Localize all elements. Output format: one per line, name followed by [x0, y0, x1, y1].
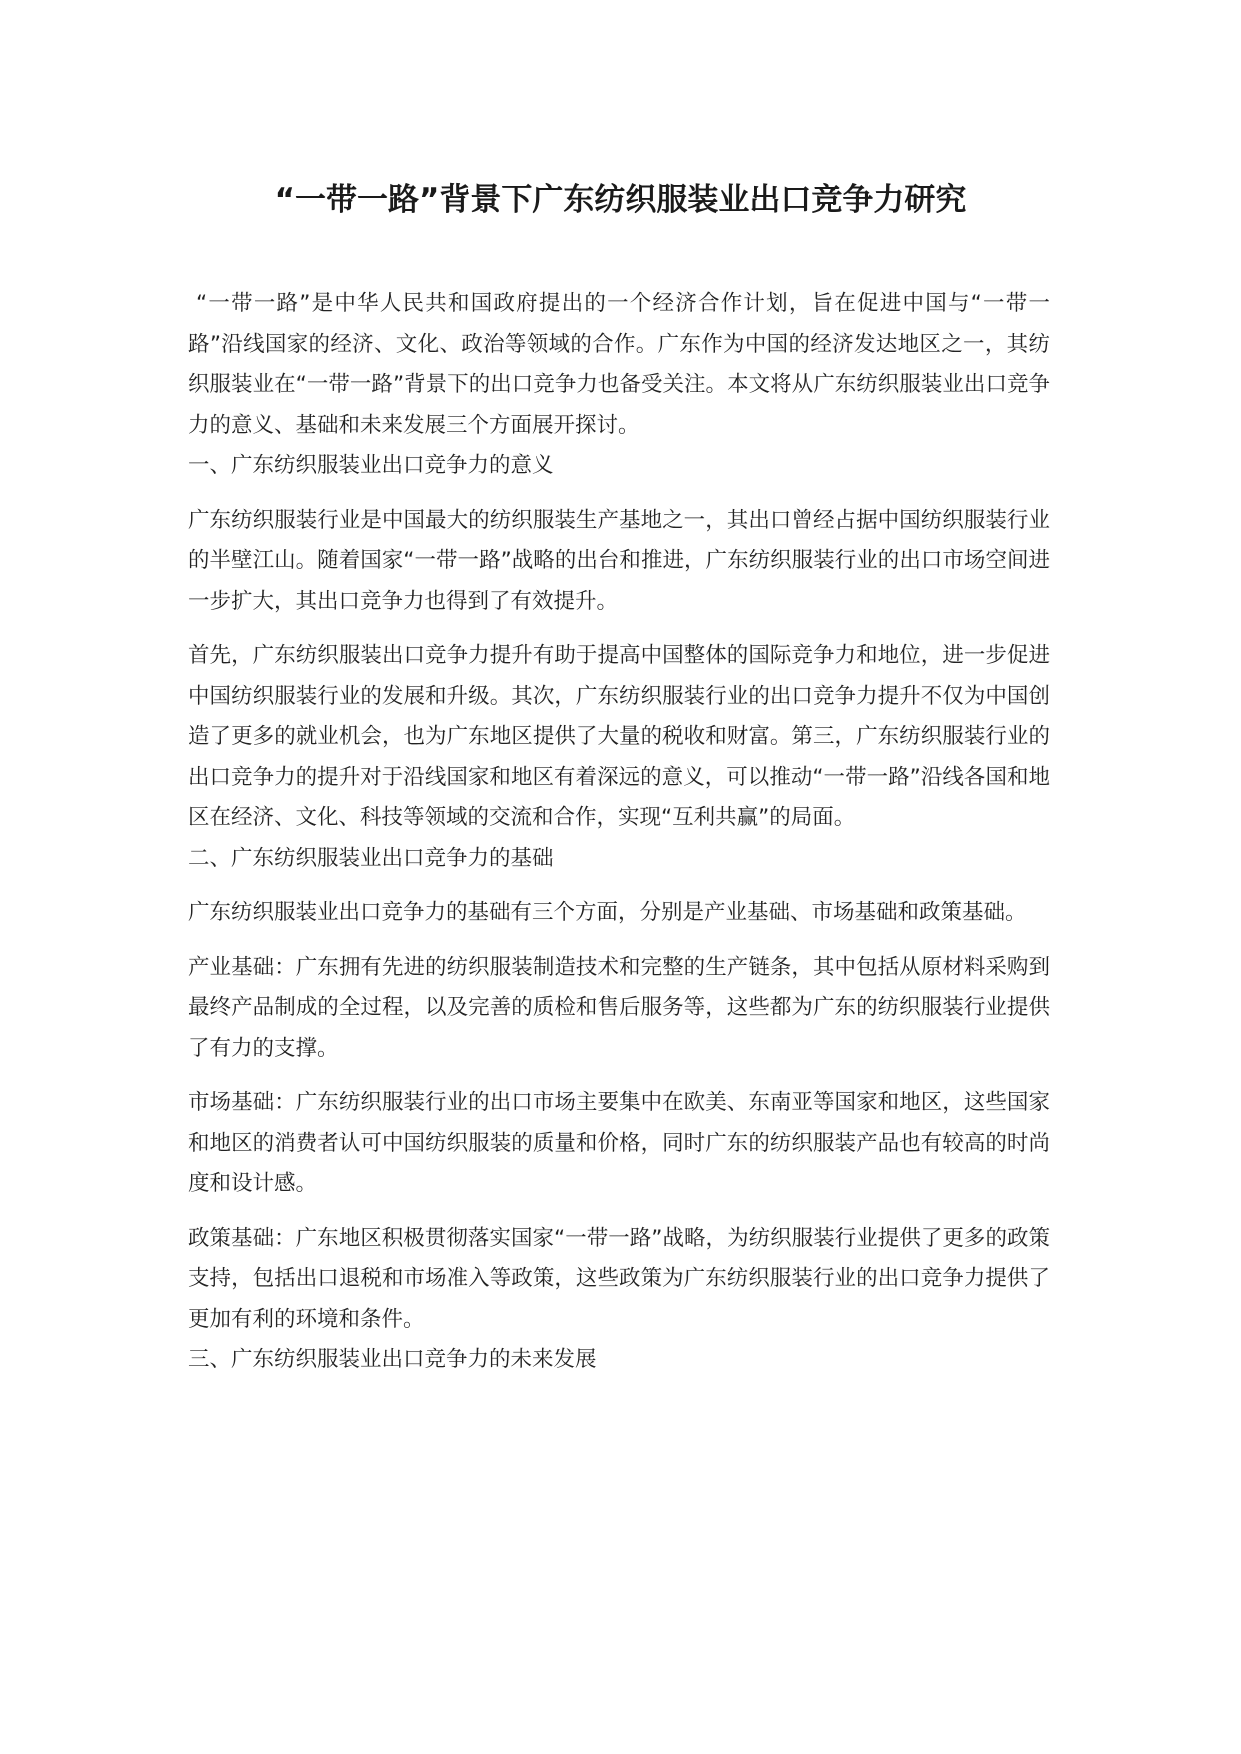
section2-paragraph-policy: 政策基础：广东地区积极贯彻落实国家“一带一路”战略，为纺织服装行业提供了更多的政策支持，包括出口退税和市场准入等政策，这些政策为广东纺织服装行业的出口竞争力提供了更加有利的环境和条件。: [188, 1225, 1050, 1332]
section2-paragraph-1: 广东纺织服装业出口竞争力的基础有三个方面，分别是产业基础、市场基础和政策基础。: [188, 900, 1027, 925]
intro-paragraph: “一带一路”是中华人民共和国政府提出的一个经济合作计划，旨在促进中国与“一带一路”沿线国家的经济、文化、政治等领域的合作。广东作为中国的经济发达地区之一，其纺织服装业在“一带一路”背景下的出口竞争力也备受关注。本文将从广东纺织服装业出口竞争力的意义、基础和未来发展三个方面展开探讨。: [188, 291, 1050, 438]
document-title: “一带一路”背景下广东纺织服装业出口竞争力研究: [274, 182, 967, 218]
section1-paragraph-1: 广东纺织服装行业是中国最大的纺织服装生产基地之一，其出口曾经占据中国纺织服装行业的半壁江山。随着国家“一带一路”战略的出台和推进，广东纺织服装行业的出口市场空间进一步扩大，其出口竞争力也得到了有效提升。: [188, 507, 1050, 614]
section-heading-1: 一、广东纺织服装业出口竞争力的意义: [188, 453, 554, 478]
section2-paragraph-industry: 产业基础：广东拥有先进的纺织服装制造技术和完整的生产链条，其中包括从原材料采购到最终产品制成的全过程，以及完善的质检和售后服务等，这些都为广东的纺织服装行业提供了有力的支撑。: [188, 954, 1050, 1061]
section-heading-2: 二、广东纺织服装业出口竞争力的基础: [188, 845, 554, 871]
document-body: [188, 284, 1050, 1381]
section-heading-3: 三、广东纺织服装业出口竞争力的未来发展: [188, 1347, 597, 1372]
section1-paragraph-2: 首先，广东纺织服装出口竞争力提升有助于提高中国整体的国际竞争力和地位，进一步促进中国纺织服装行业的发展和升级。其次，广东纺织服装行业的出口竞争力提升不仅为中国创造了更多的就业机会，也为广东地区提供了大量的税收和财富。第三，广东纺织服装行业的出口竞争力的提升对于沿线国家和地区有着深远的意义，可以推动“一带一路”沿线各国和地区在经济、文化、科技等领域的交流和合作，实现“互利共赢”的局面。: [188, 643, 1050, 830]
section2-paragraph-market: 市场基础：广东纺织服装行业的出口市场主要集中在欧美、东南亚等国家和地区，这些国家和地区的消费者认可中国纺织服装的质量和价格，同时广东的纺织服装产品也有较高的时尚度和设计感。: [188, 1090, 1050, 1196]
